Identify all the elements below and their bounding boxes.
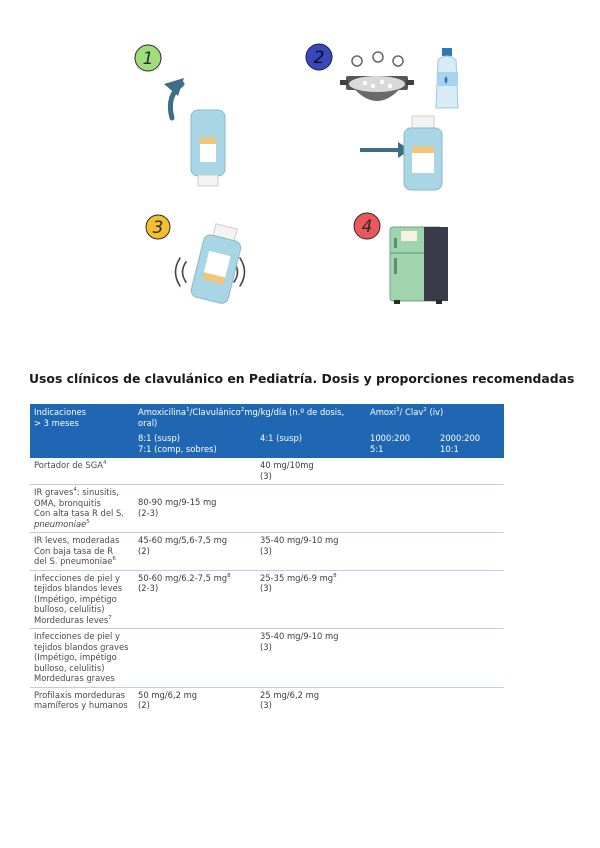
dose-4-1-cell [256, 485, 366, 533]
dose-4-1-cell: 40 mg/10mg (3) [256, 458, 366, 485]
indication-cell: Infecciones de piel y tejidos blandos leves (Impétigo, impétigo bulloso, celulitis) Mordeduras leves$^7$ [30, 570, 134, 629]
dose-iv-5-1-cell [366, 533, 436, 571]
dose-4-1-cell: 25-35 mg/6-9 $mg^8$ (3) [256, 570, 366, 629]
dose-4-1-cell: 35-40 mg/9-10 mg (3) [256, 629, 366, 688]
step-2-number: 2 [313, 48, 325, 68]
preparation-illustration [0, 0, 600, 340]
fridge-icon [390, 227, 448, 304]
header-ratio-8-1: 8:1 (susp) 7:1 (comp, sobres) [134, 432, 256, 458]
header-oral-dosage: Amoxicilina$^1$/Clavulánico$^2$mg/kg/día (n.º de dosis, oral) [134, 404, 366, 432]
indication-cell: IR leves, moderadas Con baja tasa de R del S. pneumoniae$^6$ [30, 533, 134, 571]
dose-8-1-cell: 50 mg/6,2 mg (2) [138, 689, 198, 710]
dose-iv-5-1-cell [366, 687, 436, 714]
dose-iv-5-1-cell [366, 629, 436, 688]
bottle-filled-icon [404, 116, 442, 190]
indication-cell: IR graves$^4$: sinusitis, OMA, bronquitis Con alta tasa R del S. pneumoniae$^5$ [30, 485, 134, 533]
header-ratio-4-1: 4:1 (susp) [256, 432, 366, 458]
step-1-figure [135, 45, 225, 186]
table-row-profilaxis [30, 687, 504, 714]
steam-icon [352, 52, 403, 66]
step-4-number: 4 [361, 217, 373, 237]
indication-cell: Profilaxis mordeduras mamíferos y humanos [34, 689, 128, 710]
dose-iv-5-1-cell [366, 485, 436, 533]
step-3-figure [146, 215, 245, 305]
indication-cell: Infecciones de piel y tejidos blandos graves (Impétigo, impétigo bulloso, celulitis) Mordeduras graves [30, 629, 134, 688]
header-indicaciones: Indicaciones > 3 meses [30, 404, 134, 432]
table-header [30, 404, 504, 458]
dose-8-1-cell: 50-60 mg/6.2-7,5 $mg^8$ (2-3) [134, 570, 256, 629]
dose-iv-5-1-cell [366, 458, 436, 485]
boiling-pot-icon [340, 76, 414, 101]
table-row-piel-graves [30, 629, 504, 688]
step-1-number: 1 [142, 49, 154, 69]
indication-cell: Portador de SGA$^4$ [30, 458, 134, 485]
table-row-ir-graves [30, 485, 504, 533]
header-blank [30, 432, 134, 458]
dose-iv-10-1-cell [436, 485, 504, 533]
dosage-table [30, 404, 504, 714]
dose-iv-10-1-cell [436, 533, 504, 571]
bottle-shaking-icon [190, 222, 245, 305]
dose-8-1-cell: 80-90 mg/9-15 mg (2-3) [134, 485, 256, 533]
table-row-portador-sga [30, 458, 504, 485]
step-4-figure [354, 213, 448, 304]
dose-iv-10-1-cell [436, 458, 504, 485]
header-ratio-iv-5-1: 1000:200 5:1 [366, 432, 436, 458]
dose-iv-5-1-cell [366, 570, 436, 629]
dose-iv-10-1-cell [436, 687, 504, 714]
dose-8-1-cell [134, 458, 256, 485]
dose-4-1-cell: 25 mg/6,2 mg (3) [260, 689, 320, 710]
bottle-upside-down-icon [191, 110, 225, 186]
dose-4-1-cell: 35-40 mg/9-10 mg (3) [256, 533, 366, 571]
table-row-piel-leves [30, 570, 504, 629]
dose-iv-10-1-cell [436, 629, 504, 688]
step-3-number: 3 [152, 218, 164, 238]
dose-8-1-cell [134, 629, 256, 688]
table-row-ir-leves [30, 533, 504, 571]
section-title: Usos clínicos de clavulánico en Pediatría. Dosis y proporciones recomendadas [29, 371, 575, 386]
water-bottle-icon [436, 48, 458, 108]
step-2-figure [306, 44, 458, 190]
dose-8-1-cell: 45-60 mg/5,6-7,5 mg (2) [134, 533, 256, 571]
dose-iv-10-1-cell [436, 570, 504, 629]
header-iv-dosage: Amoxi$^3$/ Clav$^2$ (iv) [366, 404, 504, 432]
header-ratio-iv-10-1: 2000:200 10:1 [436, 432, 504, 458]
